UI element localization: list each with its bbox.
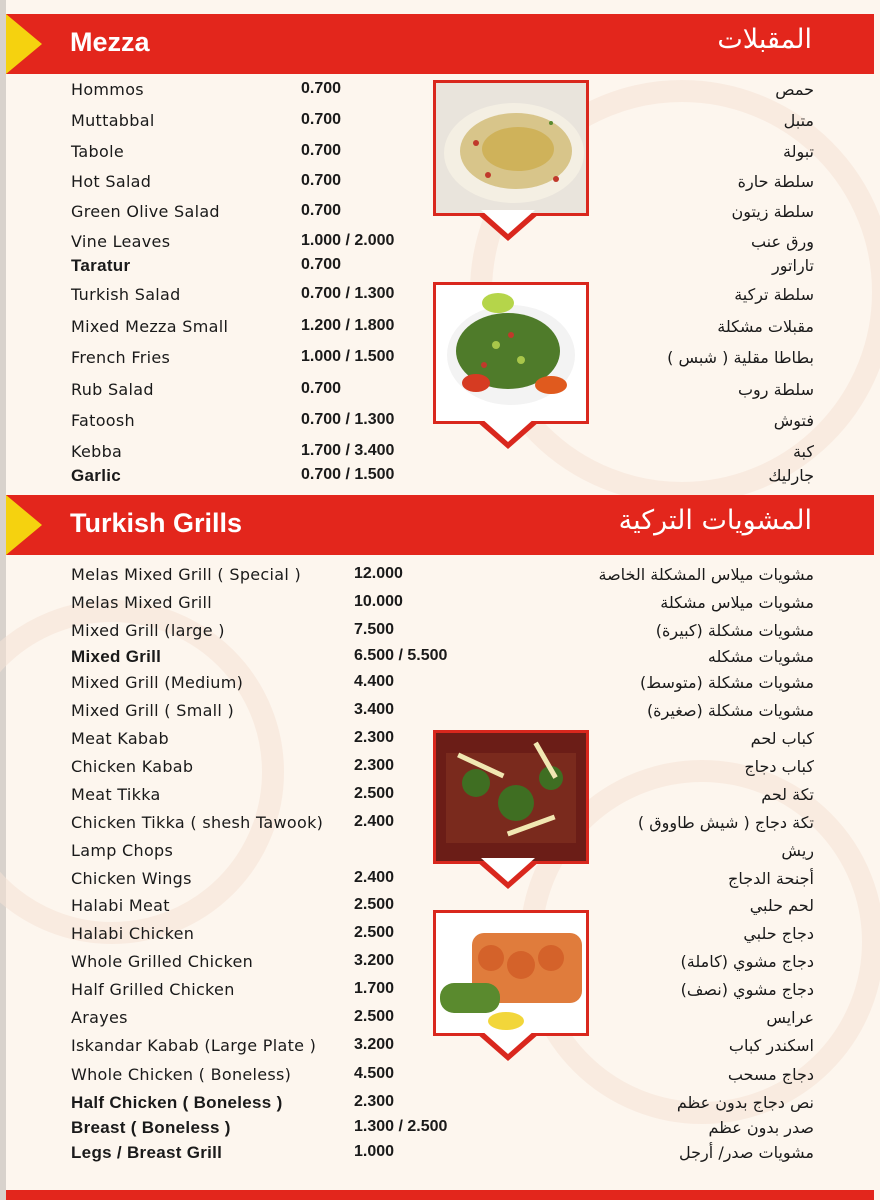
item-name-ar: مشويات مشكلة (متوسط) [640,673,814,692]
item-name-en: Chicken Tikka ( shesh Tawook) [71,813,324,832]
item-name-ar: مشويات مشكلة (صغيرة) [646,701,814,720]
item-name-ar: عرايس [766,1008,814,1027]
item-name-en: Hot Salad [71,172,152,191]
menu-item-row [0,701,880,729]
item-name-en: Breast ( Boneless ) [71,1118,231,1137]
item-name-ar: سلطة حارة [737,172,814,191]
item-price: 0.700 / 1.500 [301,466,395,483]
item-price: 0.700 [301,202,342,219]
item-name-en: Green Olive Salad [71,202,220,221]
item-name-en: Half Grilled Chicken [71,980,235,999]
item-name-en: Mixed Grill (large ) [71,621,225,640]
item-price: 2.400 [354,813,395,830]
menu-item-row [0,1143,880,1171]
menu-item-row [0,256,880,284]
item-name-ar: بطاطا مقلية ( شبس ) [667,348,814,367]
item-name-en: Whole Chicken ( Boneless) [71,1065,292,1084]
item-price: 3.200 [354,952,395,969]
item-name-ar: سلطة زيتون [731,202,814,221]
menu-item-row [0,1036,880,1064]
menu-item-row [0,647,880,675]
menu-item-row [0,621,880,649]
item-name-en: Taratur [71,256,131,275]
item-name-ar: دجاج مشوي (كاملة) [680,952,814,971]
item-price: 6.500 / 5.500 [354,647,448,664]
item-name-ar: كباب دجاج [744,757,814,776]
item-price: 1.700 [354,980,395,997]
item-name-ar: دجاج حلبي [743,924,814,943]
item-price: 0.700 [301,142,342,159]
item-price: 2.300 [354,757,395,774]
menu-item-row [0,593,880,621]
mezza-title-ar: المقبلات [717,24,812,55]
item-name-ar: مقبلات مشكلة [717,317,814,336]
item-name-en: Iskandar Kabab (Large Plate ) [71,1036,317,1055]
item-name-en: Halabi Chicken [71,924,195,943]
item-price: 4.500 [354,1065,395,1082]
menu-item-row [0,1093,880,1121]
item-name-en: Chicken Wings [71,869,192,888]
item-price: 0.700 [301,172,342,189]
photo-pointer [476,421,540,449]
item-price: 0.700 [301,80,342,97]
item-name-ar: مشويات ميلاس مشكلة [660,593,814,612]
item-name-ar: مشويات ميلاس المشكلة الخاصة [598,565,814,584]
item-price: 2.500 [354,785,395,802]
menu-item-row [0,1065,880,1093]
item-price: 10.000 [354,593,403,610]
item-name-en: Melas Mixed Grill [71,593,213,612]
item-name-ar: مشويات صدر/ أرجل [679,1143,814,1162]
item-name-en: Half Chicken ( Boneless ) [71,1093,283,1112]
item-name-en: Garlic [71,466,121,485]
arrow-icon [6,495,42,555]
item-name-ar: تبولة [783,142,814,161]
grills-section-header [6,495,874,555]
arrow-icon [6,14,42,74]
item-name-ar: دجاج مشوي (نصف) [680,980,814,999]
item-price: 2.400 [354,869,395,886]
mezza-section-header [6,14,874,74]
item-price: 0.700 [301,111,342,128]
item-name-ar: فتوش [773,411,814,430]
item-name-en: Chicken Kabab [71,757,194,776]
menu-item-row [0,1118,880,1146]
item-price: 1.700 / 3.400 [301,442,395,459]
mezza-title-en: Mezza [70,27,150,57]
item-name-en: Lamp Chops [71,841,174,860]
item-name-ar: أجنحة الدجاج [728,869,814,888]
item-name-ar: كباب لحم [750,729,814,748]
item-price: 0.700 [301,380,342,397]
item-name-en: Melas Mixed Grill ( Special ) [71,565,302,584]
item-name-en: Tabole [71,142,124,161]
item-price: 1.000 / 1.500 [301,348,395,365]
menu-item-row [0,869,880,897]
item-price: 2.300 [354,1093,395,1110]
grills-title-en: Turkish Grills [70,508,243,538]
item-price: 12.000 [354,565,403,582]
item-name-ar: حمص [775,80,814,99]
item-price: 3.400 [354,701,395,718]
item-name-en: Arayes [71,1008,128,1027]
item-name-en: Rub Salad [71,380,154,399]
item-name-en: French Fries [71,348,171,367]
item-name-en: Mixed Mezza Small [71,317,229,336]
item-price: 1.000 [354,1143,395,1160]
grills-title-ar: المشويات التركية [618,505,812,536]
item-name-ar: صدر بدون عظم [708,1118,814,1137]
item-name-en: Whole Grilled Chicken [71,952,254,971]
item-price: 0.700 [301,256,342,273]
item-price: 3.200 [354,1036,395,1053]
item-price: 2.500 [354,924,395,941]
bottom-banner-edge [6,1190,874,1200]
item-name-en: Legs / Breast Grill [71,1143,223,1162]
item-name-en: Meat Tikka [71,785,161,804]
item-name-ar: مشويات مشكله [707,647,814,666]
item-name-en: Vine Leaves [71,232,171,251]
tabbouleh-plate-photo [433,282,589,424]
item-name-en: Turkish Salad [71,285,181,304]
item-price: 7.500 [354,621,395,638]
menu-item-row [0,466,880,494]
item-name-ar: اسكندر كباب [728,1036,814,1055]
item-name-ar: تاراتور [772,256,814,275]
item-name-ar: كبة [792,442,814,461]
item-price: 0.700 / 1.300 [301,285,395,302]
item-price: 1.000 / 2.000 [301,232,395,249]
photo-pointer [476,1033,540,1061]
item-name-en: Fatoosh [71,411,135,430]
item-name-ar: متبل [783,111,814,130]
chicken-tikka-skewers-photo [433,910,589,1036]
item-name-en: Meat Kabab [71,729,169,748]
item-name-ar: نص دجاج بدون عظم [676,1093,814,1112]
item-price: 2.500 [354,896,395,913]
item-price: 2.500 [354,1008,395,1025]
menu-item-row [0,565,880,593]
photo-pointer [476,213,540,241]
item-price: 0.700 / 1.300 [301,411,395,428]
item-price: 1.200 / 1.800 [301,317,395,334]
item-name-ar: ريش [781,841,814,860]
item-name-en: Mixed Grill [71,647,162,666]
item-name-en: Halabi Meat [71,896,170,915]
item-name-ar: دجاج مسحب [727,1065,814,1084]
item-price: 2.300 [354,729,395,746]
item-name-en: Hommos [71,80,144,99]
kebab-platter-photo [433,730,589,864]
item-name-ar: سلطة روب [737,380,814,399]
item-name-ar: لحم حلبي [749,896,814,915]
item-price: 4.400 [354,673,395,690]
item-name-en: Muttabbal [71,111,155,130]
menu-item-row [0,673,880,701]
hummus-plate-photo [433,80,589,216]
item-name-ar: مشويات مشكلة (كبيرة) [655,621,814,640]
item-name-ar: تكة دجاج ( شيش طاووق ) [637,813,814,832]
item-name-ar: ورق عنب [750,232,814,251]
item-name-en: Kebba [71,442,123,461]
photo-pointer [476,861,540,889]
item-name-ar: تكة لحم [761,785,814,804]
item-name-en: Mixed Grill ( Small ) [71,701,235,720]
item-name-ar: سلطة تركية [734,285,814,304]
item-price: 1.300 / 2.500 [354,1118,448,1135]
item-name-ar: جارليك [768,466,814,485]
item-name-en: Mixed Grill (Medium) [71,673,244,692]
